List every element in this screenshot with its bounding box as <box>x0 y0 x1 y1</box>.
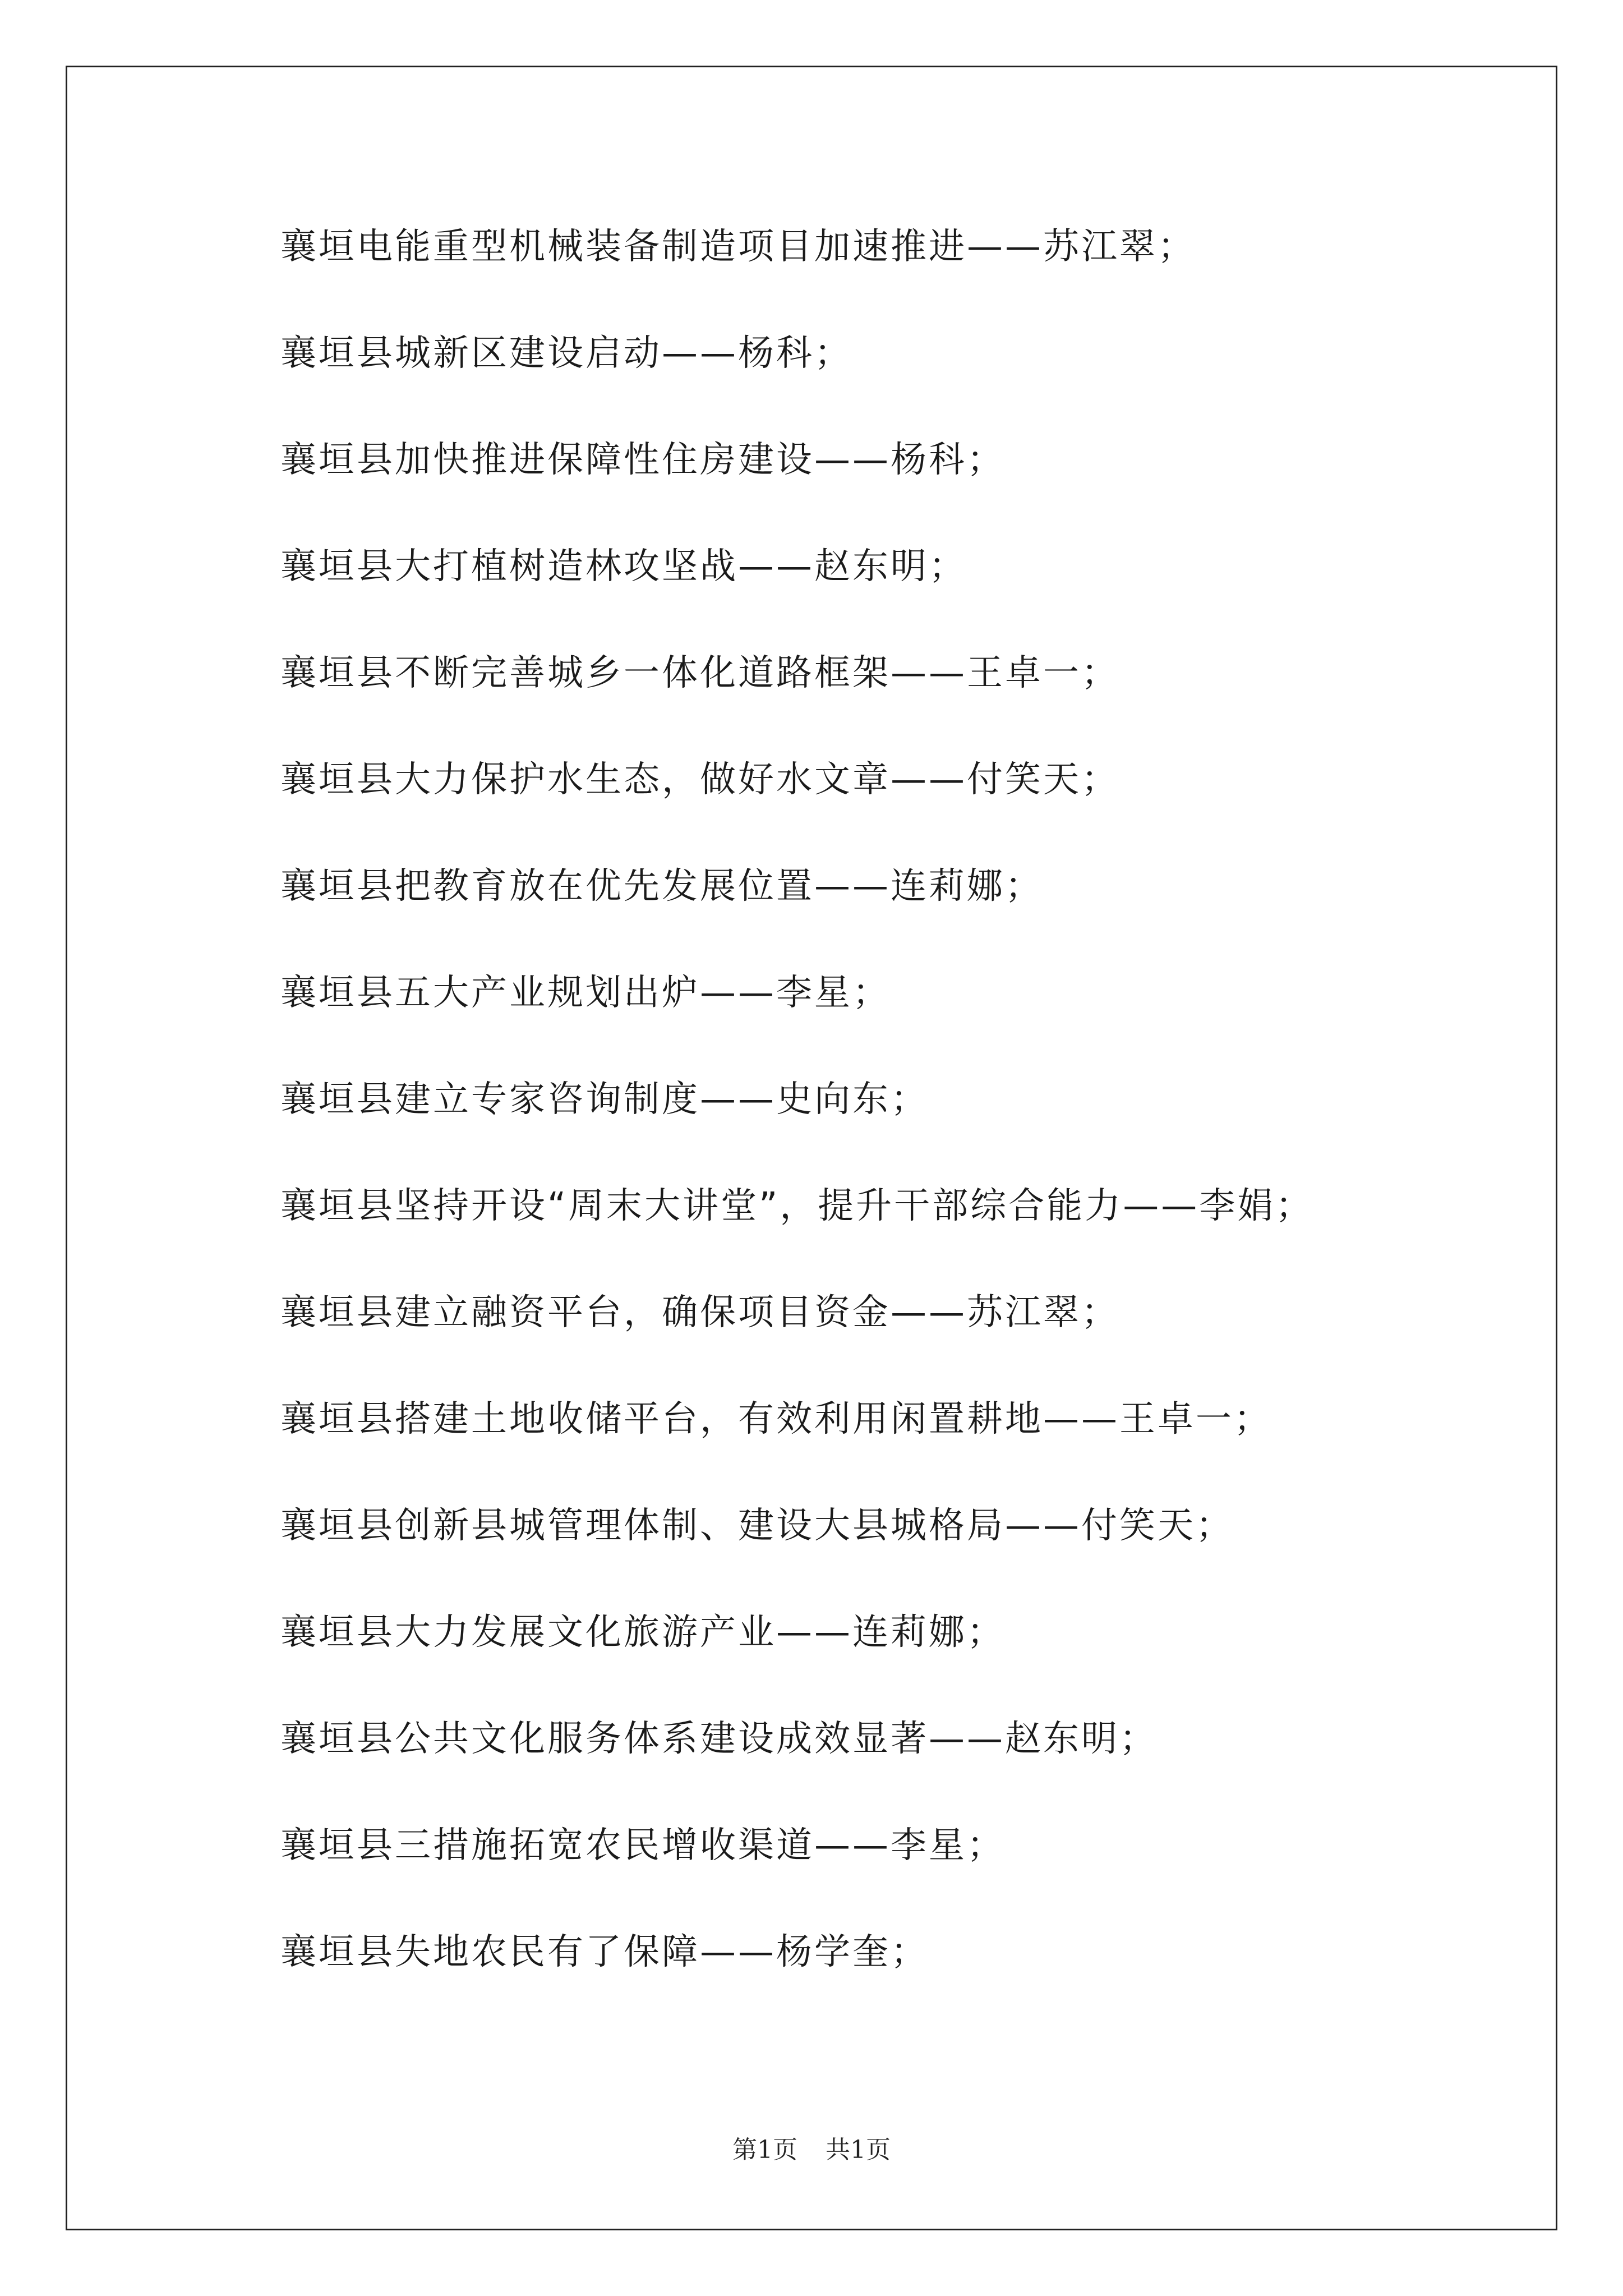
text-line: 襄垣县建立专家咨询制度——史向东； <box>280 1079 929 1120</box>
text-line: 襄垣县大打植树造林攻坚战——赵东明； <box>280 546 967 587</box>
text-line: 襄垣县城新区建设启动——杨科； <box>280 333 852 374</box>
page-number-total: 共1页 <box>826 2136 891 2164</box>
text-line: 襄垣县五大产业规划出炉——李星； <box>280 972 891 1014</box>
text-line: 襄垣县不断完善城乡一体化道路框架——王卓一； <box>280 652 1119 694</box>
text-line: 襄垣县把教育放在优先发展位置——连莉娜； <box>280 866 1043 907</box>
text-line: 襄垣县大力发展文化旅游产业——连莉娜； <box>280 1612 1005 1653</box>
text-line: 襄垣县失地农民有了保障——杨学奎； <box>280 1931 929 1973</box>
text-line: 襄垣县加快推进保障性住房建设——杨科； <box>280 439 1005 481</box>
text-line: 襄垣电能重型机械装备制造项目加速推进——苏江翠； <box>280 226 1196 268</box>
text-line: 襄垣县搭建土地收储平台，有效利用闲置耕地——王卓一； <box>280 1398 1272 1440</box>
document-body <box>280 224 1514 2036</box>
text-line: 襄垣县坚持开设“周末大讲堂”，提升干部综合能力——李娟； <box>280 1185 1314 1227</box>
text-line: 襄垣县三措施拓宽农民增收渠道——李星； <box>280 1825 1005 1866</box>
page-number-current: 第1页 <box>732 2136 797 2164</box>
text-line: 襄垣县公共文化服务体系建设成效显著——赵东明； <box>280 1718 1158 1760</box>
text-line: 襄垣县创新县城管理体制、建设大县城格局——付笑天； <box>280 1505 1234 1547</box>
text-line: 襄垣县大力保护水生态，做好水文章——付笑天； <box>280 759 1119 800</box>
page-footer <box>0 2134 1623 2166</box>
text-line: 襄垣县建立融资平台，确保项目资金——苏江翠； <box>280 1292 1119 1333</box>
